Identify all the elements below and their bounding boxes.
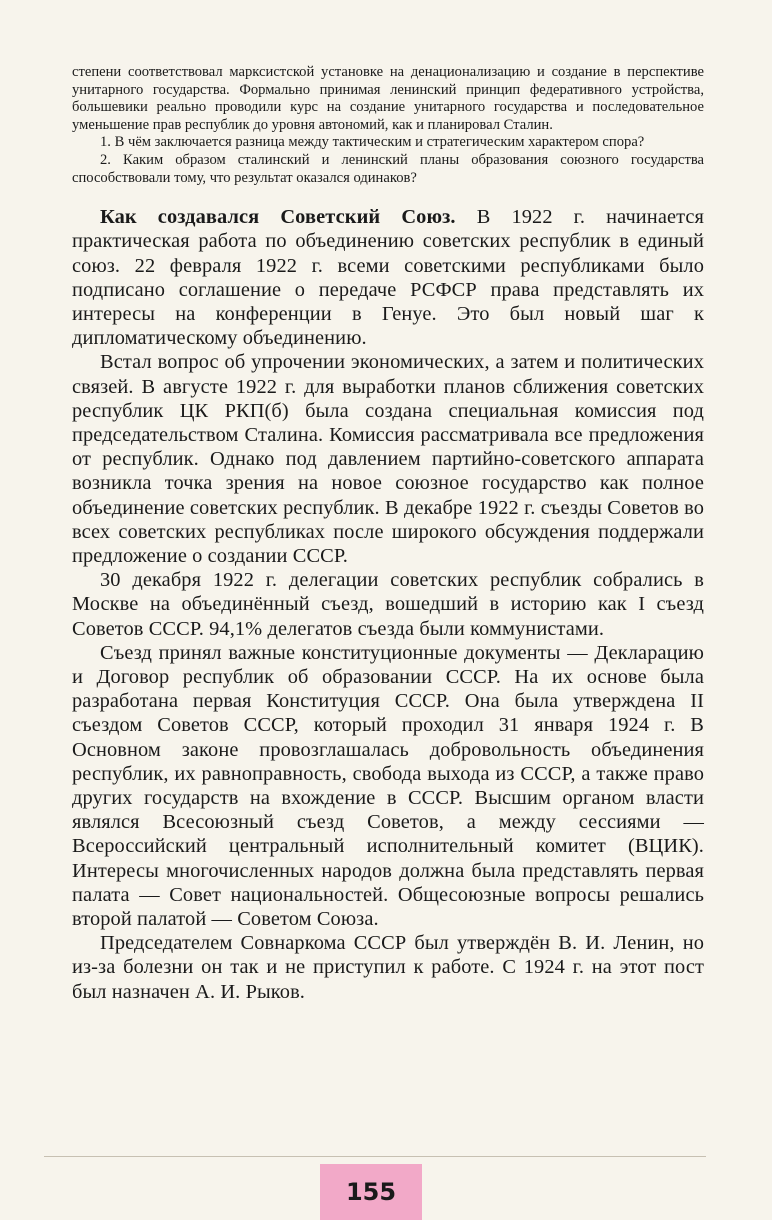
intro-block xyxy=(72,64,704,187)
section-paragraph-3: 30 декабря 1922 г. делегации советских республик собрались в Москве на объединённый съезд, вошедший в историю как I съезд Советов СССР. 94,1% делегатов съезда были коммунистами. xyxy=(72,569,704,640)
page-number-badge xyxy=(320,1164,422,1220)
section-paragraph-4: Съезд принял важные конституционные документы — Декларацию и Договор республик об образовании СССР. На их основе была разработана первая Конституция СССР. Она была утверждена II съездом Советов СССР, который проходил 31 января 1924 г. В Основном законе провозглашалась добровольность объединения республик, их равноправность, свобода выхода из СССР, а также право других государств на вхождение в СССР. Высшим органом власти являлся Всесоюзный съезд Советов, а между сессиями — Всероссийский центральный исполнительный комитет (ВЦИК). Интересы многочисленных народов должна была представлять первая палата — Совет национальностей. Общесоюзные вопросы решались второй палатой — Советом Союза. xyxy=(72,641,704,931)
section-paragraph-1-text: В 1922 г. начинается практическая работа по объединению советских республик в единый союз. 22 февраля 1922 г. всеми советскими республиками было подписано соглашение о передаче РСФСР права представлять их интересы на конференции в Генуе. Это был новый шаг к дипломатическому объединению. xyxy=(72,206,705,350)
question-2: 2. Каким образом сталинский и ленинский планы образования союзного государства способствовали тому, что результат оказался одинаков? xyxy=(72,151,704,186)
section-heading: Как создавался Советский Союз. xyxy=(100,206,456,229)
question-1: 1. В чём заключается разница между тактическим и стратегическим характером спора? xyxy=(100,134,645,151)
intro-paragraph: степени соответствовал марксистской установке на денационализацию и создание в перспективе унитарного государства. Формально принимая ленинский принцип федеративного устройства, большевики реально проводили курс на создание унитарного государства и последовательное уменьшение прав республик до уровня автономий, как и планировал Сталин. xyxy=(72,64,704,133)
page-number: 155 xyxy=(345,1178,397,1206)
section-body xyxy=(72,205,704,1004)
footer-divider xyxy=(44,1156,706,1157)
section-paragraph-1 xyxy=(72,205,704,350)
section-paragraph-5: Председателем Совнаркома СССР был утверждён В. И. Ленин, но из-за болезни он так и не приступил к работе. С 1924 г. на этот пост был назначен А. И. Рыков. xyxy=(72,932,704,1003)
section-paragraph-2: Встал вопрос об упрочении экономических, а затем и политических связей. В августе 1922 г. для выработки планов сближения советских республик ЦК РКП(б) была создана специальная комиссия под председательством Сталина. Комиссия рассматривала все предложения от республик. Однако под давлением партийно-советского аппарата возникла точка зрения на новое союзное государство как полное объединение советских республик. В декабре 1922 г. съезды Советов во всех советских республиках после широкого обсуждения поддержали предложение о создании СССР. xyxy=(72,351,704,567)
page-content xyxy=(72,64,704,1004)
